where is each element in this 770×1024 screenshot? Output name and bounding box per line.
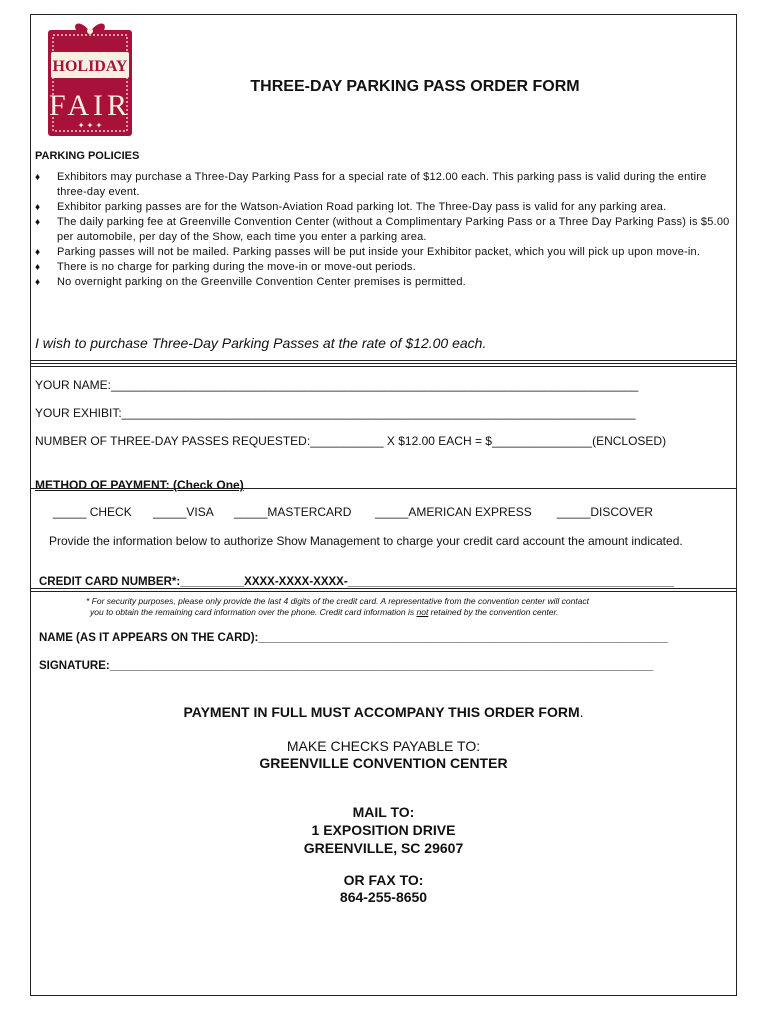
form-title: THREE-DAY PARKING PASS ORDER FORM bbox=[250, 78, 580, 95]
signature-field[interactable]: SIGNATURE:_____________________________________________________________________________________ bbox=[39, 660, 654, 672]
section-divider bbox=[30, 366, 737, 367]
payment-option-mastercard[interactable]: _____MASTERCARD bbox=[234, 505, 352, 519]
credit-card-number-field[interactable]: CREDIT CARD NUMBER*:__________XXXX-XXXX-XXXX-___________________________________________________ bbox=[39, 576, 674, 588]
passes-requested-field[interactable]: NUMBER OF THREE-DAY PASSES REQUESTED:___________ X $12.00 EACH = $_______________(ENCLOSED) bbox=[35, 434, 667, 448]
security-note-text: you to obtain the remaining card information over the phone. Credit card information is bbox=[90, 607, 417, 617]
mail-address-line1: 1 EXPOSITION DRIVE bbox=[311, 822, 456, 838]
logo-text-holiday: HOLIDAY bbox=[52, 58, 128, 75]
svg-text:✦ ✦ ✦: ✦ ✦ ✦ bbox=[77, 121, 103, 130]
payment-method-heading: METHOD OF PAYMENT: (Check One) bbox=[35, 478, 244, 492]
payment-full-notice bbox=[30, 704, 737, 720]
payment-option-check[interactable]: _____ CHECK bbox=[53, 505, 132, 519]
payment-option-visa[interactable]: _____VISA bbox=[153, 505, 214, 519]
fax-number: 864-255-8650 bbox=[339, 889, 428, 905]
section-divider bbox=[30, 588, 737, 592]
policy-item: ♦ The daily parking fee at Greenville Convention Center (without a Complimentary Parking Pass or a Three Day Parking Pass) is $5.00 per automobile, per day of the Show, each time you enter a parking area. bbox=[35, 215, 735, 245]
policies-heading: PARKING POLICIES bbox=[35, 150, 140, 162]
security-note bbox=[86, 596, 589, 618]
mail-address-line2: GREENVILLE, SC 29607 bbox=[303, 840, 464, 856]
security-note-text: retained by the convention center. bbox=[428, 607, 559, 617]
authorize-text: Provide the information below to authorize Show Management to charge your credit card account the amount indicated. bbox=[49, 534, 683, 548]
your-exhibit-field[interactable]: YOUR EXHIBIT:_____________________________________________________________________________ bbox=[35, 406, 636, 420]
cardholder-name-field[interactable]: NAME (AS IT APPEARS ON THE CARD):________________________________________________________________ bbox=[39, 632, 668, 644]
checks-payable-label: MAKE CHECKS PAYABLE TO: bbox=[286, 738, 481, 754]
purchase-statement: I wish to purchase Three-Day Parking Passes at the rate of $12.00 each. bbox=[35, 335, 487, 351]
holiday-fair-logo bbox=[42, 20, 138, 140]
logo-text-fair: FAIR bbox=[48, 89, 132, 122]
policies-list bbox=[35, 170, 735, 290]
section-divider bbox=[30, 488, 737, 489]
checks-payable-to: GREENVILLE CONVENTION CENTER bbox=[259, 755, 508, 771]
payment-option-amex[interactable]: _____AMERICAN EXPRESS bbox=[375, 505, 532, 519]
payment-option-discover[interactable]: _____DISCOVER bbox=[557, 505, 654, 519]
policy-item: ♦ Exhibitors may purchase a Three-Day Parking Pass for a special rate of $12.00 each. This parking pass is valid during the entire three-day event. bbox=[35, 170, 735, 200]
mail-to-label: MAIL TO: bbox=[352, 804, 415, 820]
policy-item: ♦ Parking passes will not be mailed. Parking passes will be put inside your Exhibitor packet, which you will pick up upon move-in. bbox=[35, 245, 735, 260]
payment-full-period: . bbox=[579, 704, 584, 720]
your-name-field[interactable]: YOUR NAME:_______________________________________________________________________________ bbox=[35, 378, 639, 392]
security-note-line: * For security purposes, please only provide the last 4 digits of the credit card. A representative from the convention center will contact bbox=[86, 596, 590, 606]
security-note-line bbox=[86, 607, 589, 618]
fax-label: OR FAX TO: bbox=[343, 872, 424, 888]
payment-full-text: PAYMENT IN FULL MUST ACCOMPANY THIS ORDER FORM bbox=[183, 704, 580, 720]
section-divider bbox=[30, 360, 737, 364]
policy-item: ♦ Exhibitor parking passes are for the Watson-Aviation Road parking lot. The Three-Day pass is valid for any parking area. bbox=[35, 200, 735, 215]
policy-item: ♦ No overnight parking on the Greenville Convention Center premises is permitted. bbox=[35, 275, 735, 290]
security-note-not: not bbox=[416, 607, 429, 617]
policy-item: ♦ There is no charge for parking during the move-in or move-out periods. bbox=[35, 260, 735, 275]
